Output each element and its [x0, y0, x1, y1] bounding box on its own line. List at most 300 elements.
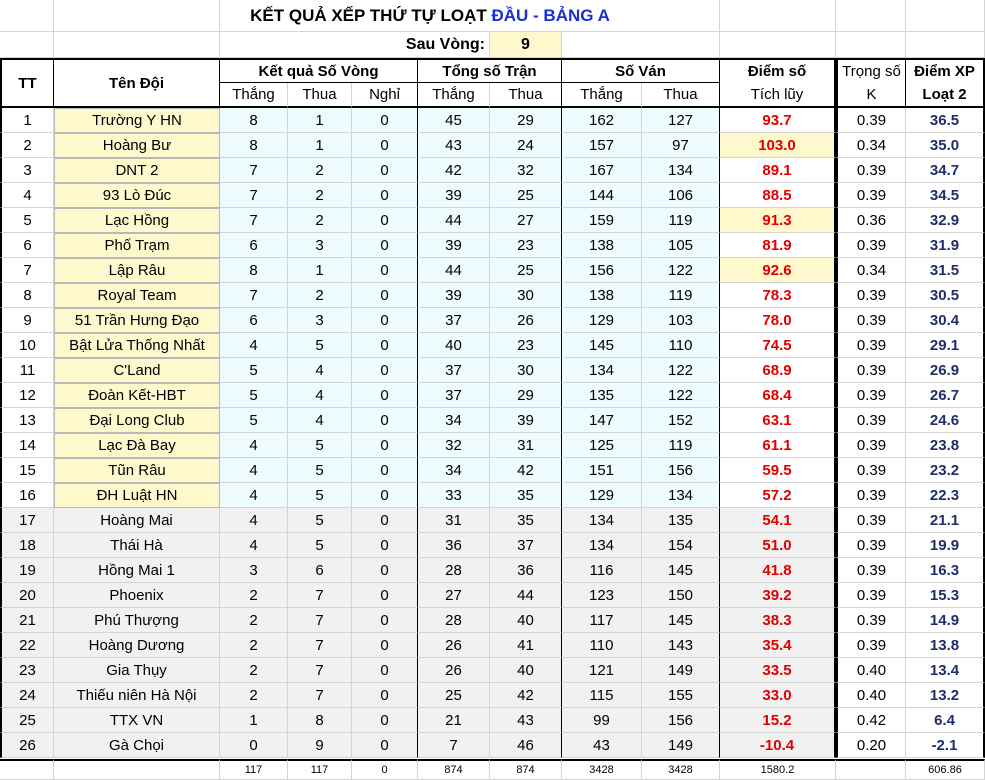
cell-sets-win[interactable]: 151 [562, 458, 642, 483]
cell-points[interactable]: 51.0 [720, 533, 836, 558]
cell-tt[interactable]: 23 [0, 658, 54, 683]
cell-points[interactable]: 41.8 [720, 558, 836, 583]
cell-matches-win[interactable]: 44 [418, 258, 490, 283]
cell-points[interactable]: 59.5 [720, 458, 836, 483]
cell-tt[interactable]: 5 [0, 208, 54, 233]
cell-win[interactable]: 2 [220, 683, 288, 708]
cell-sets-win[interactable]: 134 [562, 533, 642, 558]
cell-sets-win[interactable]: 117 [562, 608, 642, 633]
cell-tt[interactable]: 3 [0, 158, 54, 183]
cell-loss[interactable]: 7 [288, 683, 352, 708]
cell-rest[interactable]: 0 [352, 183, 418, 208]
cell-sets-loss[interactable]: 150 [642, 583, 720, 608]
cell-tt[interactable]: 15 [0, 458, 54, 483]
cell-matches-win[interactable]: 28 [418, 608, 490, 633]
cell-weight[interactable]: 0.39 [836, 283, 906, 308]
cell-matches-win[interactable]: 45 [418, 108, 490, 133]
cell-weight[interactable]: 0.39 [836, 158, 906, 183]
cell-points[interactable]: 15.2 [720, 708, 836, 733]
cell-win[interactable]: 5 [220, 358, 288, 383]
header-xp-top[interactable]: Điểm XP [906, 58, 985, 83]
cell-win[interactable]: 3 [220, 558, 288, 583]
cell-team-name[interactable]: Thái Hà [54, 533, 220, 558]
cell-team-name[interactable]: C'Land [54, 358, 220, 383]
header-sets-win[interactable]: Thắng [562, 83, 642, 108]
cell-sets-loss[interactable]: 156 [642, 458, 720, 483]
cell-team-name[interactable]: Hoàng Bư [54, 133, 220, 158]
cell-points[interactable]: 63.1 [720, 408, 836, 433]
cell-sets-win[interactable]: 115 [562, 683, 642, 708]
cell-team-name[interactable]: Hoàng Dương [54, 633, 220, 658]
cell-sets-win[interactable]: 116 [562, 558, 642, 583]
cell-team-name[interactable]: 51 Trần Hưng Đạo [54, 308, 220, 333]
cell[interactable] [836, 0, 906, 32]
cell-sets-loss[interactable]: 134 [642, 158, 720, 183]
cell[interactable] [54, 32, 220, 58]
cell-sets-win[interactable]: 129 [562, 308, 642, 333]
cell-matches-win[interactable]: 40 [418, 333, 490, 358]
header-sets-loss[interactable]: Thua [642, 83, 720, 108]
cell-sets-loss[interactable]: 155 [642, 683, 720, 708]
cell-sets-win[interactable]: 125 [562, 433, 642, 458]
cell-sets-win[interactable]: 162 [562, 108, 642, 133]
header-sets-group[interactable]: Số Ván [562, 58, 720, 83]
cell-sets-loss[interactable]: 127 [642, 108, 720, 133]
cell-tt[interactable]: 6 [0, 233, 54, 258]
cell[interactable] [54, 759, 220, 780]
cell-xp[interactable]: 32.9 [906, 208, 985, 233]
cell-weight[interactable]: 0.39 [836, 533, 906, 558]
cell-win[interactable]: 8 [220, 108, 288, 133]
cell-xp[interactable]: 26.7 [906, 383, 985, 408]
cell-sets-win[interactable]: 138 [562, 233, 642, 258]
cell[interactable] [906, 32, 985, 58]
cell-sets-loss[interactable]: 122 [642, 383, 720, 408]
cell-rest[interactable]: 0 [352, 583, 418, 608]
cell-rest[interactable]: 0 [352, 558, 418, 583]
cell[interactable] [720, 0, 836, 32]
cell-weight[interactable]: 0.36 [836, 208, 906, 233]
cell[interactable] [0, 32, 54, 58]
cell-matches-win[interactable]: 37 [418, 358, 490, 383]
cell-loss[interactable]: 4 [288, 358, 352, 383]
cell[interactable] [562, 32, 720, 58]
cell-rest[interactable]: 0 [352, 508, 418, 533]
header-win[interactable]: Thắng [220, 83, 288, 108]
cell-sets-loss[interactable]: 119 [642, 433, 720, 458]
cell-sets-loss[interactable]: 154 [642, 533, 720, 558]
header-team[interactable]: Tên Đội [54, 58, 220, 108]
cell-weight[interactable]: 0.39 [836, 483, 906, 508]
cell-rest[interactable]: 0 [352, 408, 418, 433]
cell[interactable] [0, 759, 54, 780]
cell-xp[interactable]: 23.2 [906, 458, 985, 483]
cell-sets-win[interactable]: 110 [562, 633, 642, 658]
cell-sets-win[interactable]: 129 [562, 483, 642, 508]
cell-loss[interactable]: 4 [288, 383, 352, 408]
cell-team-name[interactable]: Bật Lửa Thống Nhất [54, 333, 220, 358]
cell-rest[interactable]: 0 [352, 708, 418, 733]
cell-weight[interactable]: 0.39 [836, 558, 906, 583]
cell-weight[interactable]: 0.39 [836, 433, 906, 458]
cell-points[interactable]: 81.9 [720, 233, 836, 258]
cell-matches-win[interactable]: 37 [418, 308, 490, 333]
cell-sets-loss[interactable]: 135 [642, 508, 720, 533]
cell-matches-loss[interactable]: 40 [490, 608, 562, 633]
cell-matches-win[interactable]: 27 [418, 583, 490, 608]
cell-team-name[interactable]: Lạc Hồng [54, 208, 220, 233]
header-rest[interactable]: Nghỉ [352, 83, 418, 108]
cell-win[interactable]: 6 [220, 233, 288, 258]
cell-weight[interactable]: 0.39 [836, 608, 906, 633]
cell-tt[interactable]: 24 [0, 683, 54, 708]
cell-loss[interactable]: 2 [288, 208, 352, 233]
cell-win[interactable]: 4 [220, 533, 288, 558]
cell-xp[interactable]: 24.6 [906, 408, 985, 433]
cell-team-name[interactable]: Royal Team [54, 283, 220, 308]
cell-matches-win[interactable]: 33 [418, 483, 490, 508]
cell-win[interactable]: 5 [220, 408, 288, 433]
cell-loss[interactable]: 2 [288, 158, 352, 183]
total-sets-win[interactable]: 3428 [562, 759, 642, 780]
cell-matches-loss[interactable]: 35 [490, 508, 562, 533]
cell-loss[interactable]: 5 [288, 533, 352, 558]
cell-tt[interactable]: 13 [0, 408, 54, 433]
cell-tt[interactable]: 1 [0, 108, 54, 133]
cell-points[interactable]: 57.2 [720, 483, 836, 508]
cell-team-name[interactable]: Tũn Râu [54, 458, 220, 483]
cell-xp[interactable]: 16.3 [906, 558, 985, 583]
cell-matches-loss[interactable]: 30 [490, 358, 562, 383]
cell-loss[interactable]: 3 [288, 233, 352, 258]
cell-sets-loss[interactable]: 143 [642, 633, 720, 658]
header-tt[interactable]: TT [0, 58, 54, 108]
cell-tt[interactable]: 20 [0, 583, 54, 608]
cell-matches-loss[interactable]: 26 [490, 308, 562, 333]
cell-xp[interactable]: 26.9 [906, 358, 985, 383]
cell-rest[interactable]: 0 [352, 533, 418, 558]
cell-win[interactable]: 4 [220, 333, 288, 358]
cell-loss[interactable]: 5 [288, 458, 352, 483]
page-title[interactable] [220, 0, 640, 32]
cell-matches-loss[interactable]: 24 [490, 133, 562, 158]
cell-rest[interactable]: 0 [352, 383, 418, 408]
cell-rest[interactable]: 0 [352, 433, 418, 458]
cell-points[interactable]: 38.3 [720, 608, 836, 633]
cell-matches-win[interactable]: 44 [418, 208, 490, 233]
cell-team-name[interactable]: Phố Trạm [54, 233, 220, 258]
cell-team-name[interactable]: Trường Y HN [54, 108, 220, 133]
cell-points[interactable]: 35.4 [720, 633, 836, 658]
cell-loss[interactable]: 5 [288, 508, 352, 533]
cell-sets-loss[interactable]: 97 [642, 133, 720, 158]
cell-sets-loss[interactable]: 145 [642, 608, 720, 633]
cell-weight[interactable]: 0.39 [836, 108, 906, 133]
cell-matches-win[interactable]: 39 [418, 283, 490, 308]
cell-tt[interactable]: 7 [0, 258, 54, 283]
cell-points[interactable]: 78.0 [720, 308, 836, 333]
total-matches-loss[interactable]: 874 [490, 759, 562, 780]
cell-points[interactable]: 93.7 [720, 108, 836, 133]
cell-matches-win[interactable]: 21 [418, 708, 490, 733]
cell-xp[interactable]: 13.2 [906, 683, 985, 708]
cell-win[interactable]: 6 [220, 308, 288, 333]
cell-matches-loss[interactable]: 23 [490, 333, 562, 358]
cell-sets-loss[interactable]: 119 [642, 208, 720, 233]
cell-tt[interactable]: 11 [0, 358, 54, 383]
cell-matches-loss[interactable]: 29 [490, 383, 562, 408]
cell-points[interactable]: 54.1 [720, 508, 836, 533]
cell-sets-win[interactable]: 157 [562, 133, 642, 158]
cell-win[interactable]: 4 [220, 483, 288, 508]
cell-rest[interactable]: 0 [352, 108, 418, 133]
cell-matches-loss[interactable]: 35 [490, 483, 562, 508]
cell-matches-win[interactable]: 32 [418, 433, 490, 458]
cell-weight[interactable]: 0.34 [836, 258, 906, 283]
cell-team-name[interactable]: Đoàn Kết-HBT [54, 383, 220, 408]
cell-xp[interactable]: 6.4 [906, 708, 985, 733]
cell-loss[interactable]: 9 [288, 733, 352, 758]
cell-matches-win[interactable]: 37 [418, 383, 490, 408]
cell-matches-loss[interactable]: 25 [490, 258, 562, 283]
cell-matches-win[interactable]: 34 [418, 408, 490, 433]
cell-points[interactable]: 39.2 [720, 583, 836, 608]
cell-points[interactable]: -10.4 [720, 733, 836, 758]
cell-points[interactable]: 61.1 [720, 433, 836, 458]
cell-team-name[interactable]: Thiếu niên Hà Nội [54, 683, 220, 708]
cell-team-name[interactable]: Gà Chọi [54, 733, 220, 758]
cell-rest[interactable]: 0 [352, 733, 418, 758]
cell-rest[interactable]: 0 [352, 633, 418, 658]
cell-sets-win[interactable]: 144 [562, 183, 642, 208]
cell-xp[interactable]: 21.1 [906, 508, 985, 533]
cell-rest[interactable]: 0 [352, 458, 418, 483]
cell-loss[interactable]: 7 [288, 633, 352, 658]
cell-team-name[interactable]: Hoàng Mai [54, 508, 220, 533]
cell-weight[interactable]: 0.39 [836, 408, 906, 433]
cell-points[interactable]: 103.0 [720, 133, 836, 158]
cell[interactable] [640, 0, 720, 32]
cell-weight[interactable]: 0.39 [836, 383, 906, 408]
cell-loss[interactable]: 5 [288, 333, 352, 358]
cell-tt[interactable]: 9 [0, 308, 54, 333]
cell-tt[interactable]: 21 [0, 608, 54, 633]
cell-xp[interactable]: 13.4 [906, 658, 985, 683]
cell-matches-loss[interactable]: 32 [490, 158, 562, 183]
cell-sets-loss[interactable]: 122 [642, 358, 720, 383]
cell-sets-win[interactable]: 134 [562, 508, 642, 533]
cell-weight[interactable]: 0.39 [836, 583, 906, 608]
cell-points[interactable]: 89.1 [720, 158, 836, 183]
cell-sets-loss[interactable]: 103 [642, 308, 720, 333]
header-points-bottom[interactable]: Tích lũy [720, 83, 836, 108]
cell-matches-win[interactable]: 28 [418, 558, 490, 583]
cell-rest[interactable]: 0 [352, 258, 418, 283]
cell-loss[interactable]: 5 [288, 433, 352, 458]
cell-win[interactable]: 2 [220, 583, 288, 608]
cell-matches-loss[interactable]: 29 [490, 108, 562, 133]
cell-matches-loss[interactable]: 42 [490, 683, 562, 708]
cell-matches-win[interactable]: 26 [418, 633, 490, 658]
cell-tt[interactable]: 16 [0, 483, 54, 508]
cell[interactable] [906, 0, 985, 32]
cell-weight[interactable]: 0.39 [836, 508, 906, 533]
header-weight-bottom[interactable]: K [836, 83, 906, 108]
cell-sets-win[interactable]: 156 [562, 258, 642, 283]
cell-matches-loss[interactable]: 31 [490, 433, 562, 458]
cell-sets-loss[interactable]: 149 [642, 733, 720, 758]
cell-sets-win[interactable]: 145 [562, 333, 642, 358]
cell-tt[interactable]: 14 [0, 433, 54, 458]
cell-matches-loss[interactable]: 39 [490, 408, 562, 433]
cell-win[interactable]: 7 [220, 158, 288, 183]
cell-points[interactable]: 33.0 [720, 683, 836, 708]
cell-matches-loss[interactable]: 23 [490, 233, 562, 258]
cell-sets-win[interactable]: 121 [562, 658, 642, 683]
cell-loss[interactable]: 1 [288, 258, 352, 283]
cell-sets-win[interactable]: 99 [562, 708, 642, 733]
cell-tt[interactable]: 10 [0, 333, 54, 358]
cell-loss[interactable]: 7 [288, 658, 352, 683]
cell-weight[interactable]: 0.39 [836, 308, 906, 333]
cell-sets-win[interactable]: 134 [562, 358, 642, 383]
cell-points[interactable]: 68.4 [720, 383, 836, 408]
cell-tt[interactable]: 22 [0, 633, 54, 658]
cell-team-name[interactable]: Đại Long Club [54, 408, 220, 433]
cell-sets-win[interactable]: 138 [562, 283, 642, 308]
cell-xp[interactable]: 31.5 [906, 258, 985, 283]
cell-sets-win[interactable]: 43 [562, 733, 642, 758]
cell-rest[interactable]: 0 [352, 658, 418, 683]
cell-matches-loss[interactable]: 36 [490, 558, 562, 583]
cell-weight[interactable]: 0.40 [836, 658, 906, 683]
cell-xp[interactable]: 13.8 [906, 633, 985, 658]
cell-win[interactable]: 7 [220, 283, 288, 308]
cell-matches-win[interactable]: 7 [418, 733, 490, 758]
cell-tt[interactable]: 2 [0, 133, 54, 158]
cell-win[interactable]: 8 [220, 133, 288, 158]
cell-xp[interactable]: 15.3 [906, 583, 985, 608]
cell-xp[interactable]: 34.7 [906, 158, 985, 183]
header-xp-bottom[interactable]: Loạt 2 [906, 83, 985, 108]
cell-loss[interactable]: 3 [288, 308, 352, 333]
cell-xp[interactable]: 36.5 [906, 108, 985, 133]
cell-points[interactable]: 92.6 [720, 258, 836, 283]
cell-loss[interactable]: 1 [288, 133, 352, 158]
cell-team-name[interactable]: Phú Thượng [54, 608, 220, 633]
cell-xp[interactable]: 34.5 [906, 183, 985, 208]
cell-loss[interactable]: 1 [288, 108, 352, 133]
cell-loss[interactable]: 2 [288, 283, 352, 308]
cell-matches-win[interactable]: 42 [418, 158, 490, 183]
cell-weight[interactable]: 0.39 [836, 183, 906, 208]
cell-weight[interactable]: 0.39 [836, 458, 906, 483]
total-loss[interactable]: 117 [288, 759, 352, 780]
cell-team-name[interactable]: Lạc Đà Bay [54, 433, 220, 458]
cell-rest[interactable]: 0 [352, 483, 418, 508]
cell-win[interactable]: 2 [220, 633, 288, 658]
cell-rest[interactable]: 0 [352, 608, 418, 633]
cell-sets-loss[interactable]: 149 [642, 658, 720, 683]
cell-win[interactable]: 2 [220, 608, 288, 633]
cell-matches-win[interactable]: 39 [418, 183, 490, 208]
cell-weight[interactable]: 0.39 [836, 333, 906, 358]
header-points-top[interactable]: Điểm số [720, 58, 836, 83]
cell-win[interactable]: 5 [220, 383, 288, 408]
cell[interactable] [720, 32, 836, 58]
cell-matches-loss[interactable]: 41 [490, 633, 562, 658]
cell-sets-loss[interactable]: 105 [642, 233, 720, 258]
cell-points[interactable]: 88.5 [720, 183, 836, 208]
header-matches-loss[interactable]: Thua [490, 83, 562, 108]
cell-team-name[interactable]: Hồng Mai 1 [54, 558, 220, 583]
cell-points[interactable]: 74.5 [720, 333, 836, 358]
cell-matches-loss[interactable]: 44 [490, 583, 562, 608]
cell-win[interactable]: 7 [220, 208, 288, 233]
cell-team-name[interactable]: ĐH Luật HN [54, 483, 220, 508]
cell-sets-loss[interactable]: 122 [642, 258, 720, 283]
cell-weight[interactable]: 0.39 [836, 633, 906, 658]
cell-xp[interactable]: 35.0 [906, 133, 985, 158]
header-weight-top[interactable]: Trọng số [836, 58, 906, 83]
cell-tt[interactable]: 8 [0, 283, 54, 308]
total-xp[interactable]: 606.86 [906, 759, 985, 780]
cell-rest[interactable]: 0 [352, 308, 418, 333]
cell-matches-loss[interactable]: 42 [490, 458, 562, 483]
cell-matches-win[interactable]: 43 [418, 133, 490, 158]
cell-win[interactable]: 1 [220, 708, 288, 733]
cell-matches-win[interactable]: 31 [418, 508, 490, 533]
cell-weight[interactable]: 0.34 [836, 133, 906, 158]
cell[interactable] [54, 0, 220, 32]
header-results-group[interactable]: Kết quả Số Vòng [220, 58, 418, 83]
cell-sets-win[interactable]: 135 [562, 383, 642, 408]
cell-team-name[interactable]: Phoenix [54, 583, 220, 608]
cell-points[interactable]: 33.5 [720, 658, 836, 683]
cell-win[interactable]: 7 [220, 183, 288, 208]
cell-xp[interactable]: 14.9 [906, 608, 985, 633]
cell-points[interactable]: 78.3 [720, 283, 836, 308]
cell-loss[interactable]: 4 [288, 408, 352, 433]
cell-win[interactable]: 8 [220, 258, 288, 283]
cell-win[interactable]: 0 [220, 733, 288, 758]
cell-xp[interactable]: 30.4 [906, 308, 985, 333]
cell-sets-loss[interactable]: 145 [642, 558, 720, 583]
cell-matches-win[interactable]: 25 [418, 683, 490, 708]
cell-loss[interactable]: 7 [288, 608, 352, 633]
cell-team-name[interactable]: 93 Lò Đúc [54, 183, 220, 208]
cell-xp[interactable]: 19.9 [906, 533, 985, 558]
cell-weight[interactable]: 0.40 [836, 683, 906, 708]
cell[interactable] [0, 0, 54, 32]
cell-loss[interactable]: 6 [288, 558, 352, 583]
cell-tt[interactable]: 12 [0, 383, 54, 408]
cell-sets-win[interactable]: 167 [562, 158, 642, 183]
cell-rest[interactable]: 0 [352, 233, 418, 258]
cell-sets-win[interactable]: 147 [562, 408, 642, 433]
cell-sets-loss[interactable]: 152 [642, 408, 720, 433]
cell-team-name[interactable]: Gia Thụy [54, 658, 220, 683]
cell-team-name[interactable]: DNT 2 [54, 158, 220, 183]
total-rest[interactable]: 0 [352, 759, 418, 780]
total-sets-loss[interactable]: 3428 [642, 759, 720, 780]
cell-win[interactable]: 4 [220, 433, 288, 458]
cell-matches-win[interactable]: 39 [418, 233, 490, 258]
cell-rest[interactable]: 0 [352, 158, 418, 183]
cell-matches-loss[interactable]: 30 [490, 283, 562, 308]
header-matches-win[interactable]: Thắng [418, 83, 490, 108]
cell-tt[interactable]: 17 [0, 508, 54, 533]
